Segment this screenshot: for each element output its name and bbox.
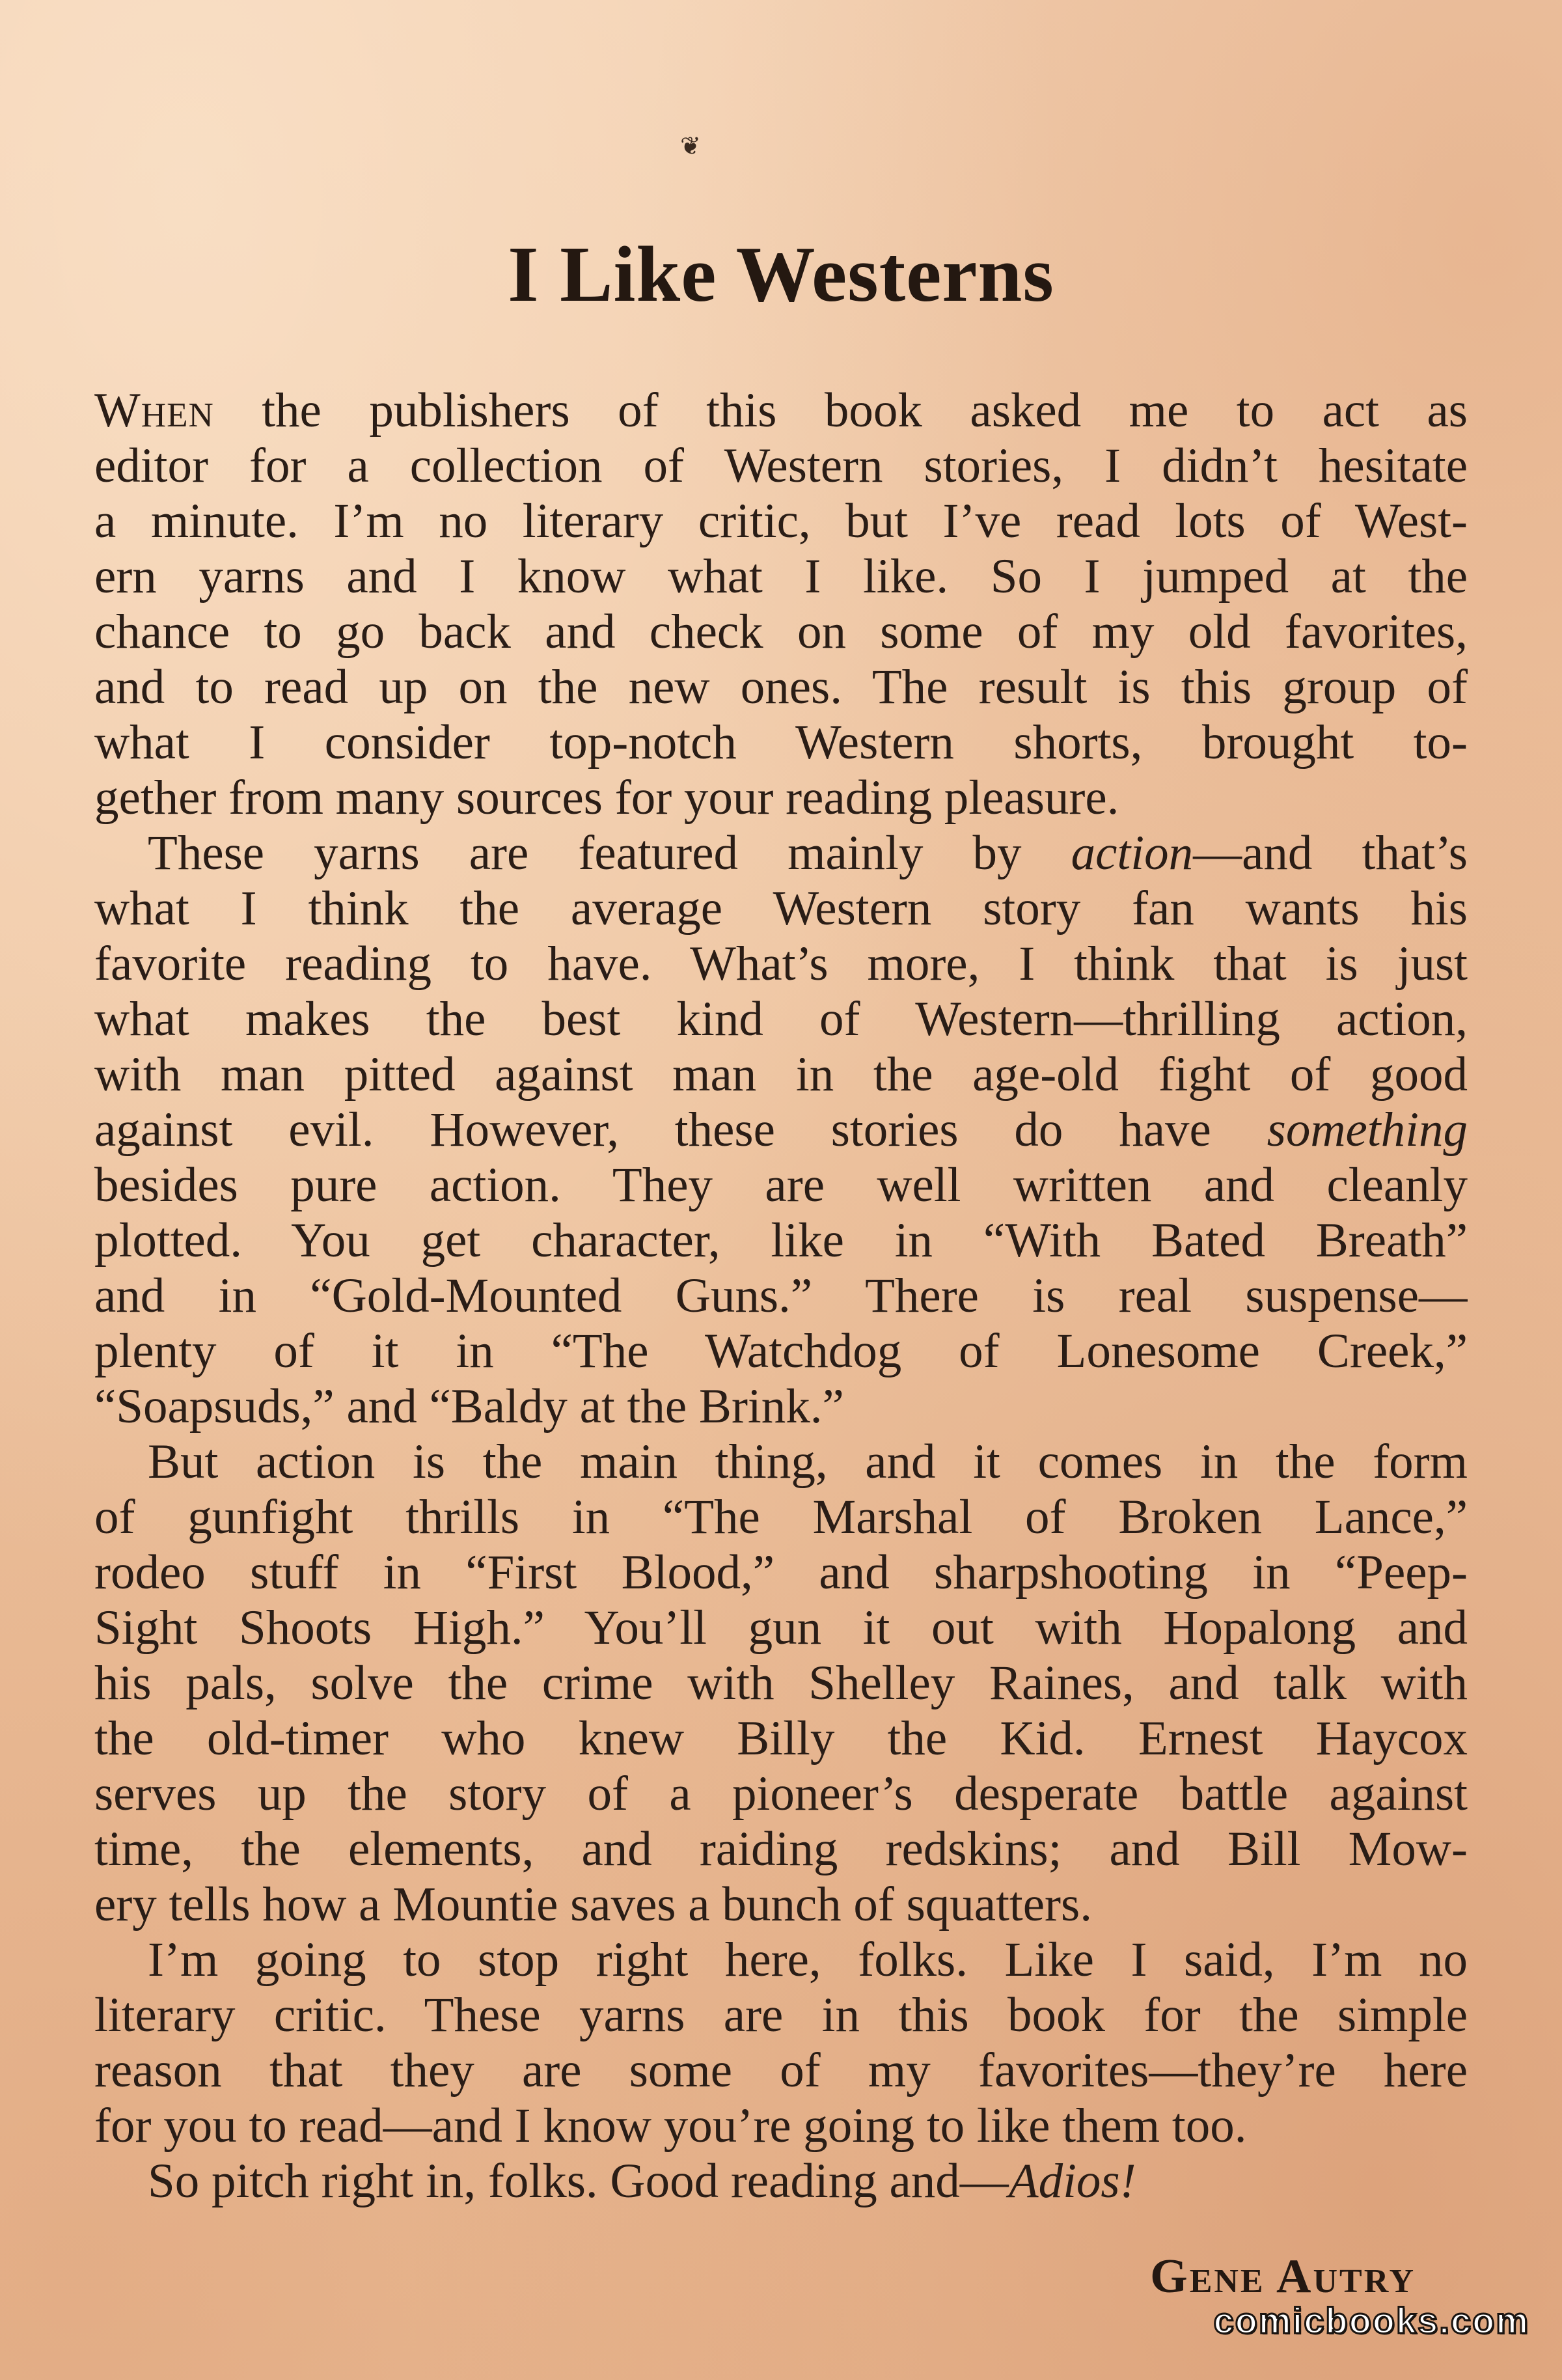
text-line: serves up the story of a pioneer’s desperate battle against bbox=[94, 1767, 1468, 1821]
author-signature: Gene Autry bbox=[1150, 2250, 1416, 2303]
text-line: But action is the main thing, and it comes in the form bbox=[148, 1435, 1468, 1489]
body-text bbox=[94, 383, 1468, 2209]
watermark: comicbooks.com bbox=[1213, 2300, 1529, 2341]
text-line: and in “Gold-Mounted Guns.” There is real suspense— bbox=[94, 1269, 1468, 1323]
text-line: editor for a collection of Western stories, I didn’t hesitate bbox=[94, 439, 1468, 493]
text-line: gether from many sources for your reading pleasure. bbox=[94, 771, 1119, 825]
text-line: I’m going to stop right here, folks. Like I said, I’m no bbox=[148, 1933, 1468, 1987]
ornament-icon: ❦ bbox=[680, 133, 701, 160]
text-line: what I think the average Western story fan wants his bbox=[94, 881, 1468, 935]
text-line: besides pure action. They are well written and cleanly bbox=[94, 1158, 1468, 1212]
emphasized-word: action bbox=[1071, 826, 1194, 880]
text-line: “Soapsuds,” and “Baldy at the Brink.” bbox=[94, 1379, 844, 1433]
opening-word: When bbox=[94, 383, 214, 437]
text-line: a minute. I’m no literary critic, but I’ve read lots of West- bbox=[94, 494, 1468, 548]
text-line: rodeo stuff in “First Blood,” and sharpshooting in “Peep- bbox=[94, 1545, 1468, 1599]
text-line: for you to read—and I know you’re going to like them too. bbox=[94, 2099, 1247, 2153]
text-line: what I consider top-notch Western shorts, brought to- bbox=[94, 715, 1468, 769]
text-line: ern yarns and I know what I like. So I jumped at the bbox=[94, 549, 1468, 603]
text-line: Sight Shoots High.” You’ll gun it out with Hopalong and bbox=[94, 1601, 1468, 1655]
paragraph-2 bbox=[94, 825, 1468, 1434]
page-title: I Like Westerns bbox=[508, 230, 1054, 318]
paragraph-4 bbox=[94, 1932, 1468, 2153]
paragraph-5 bbox=[94, 2153, 1468, 2209]
emphasized-word: Adios! bbox=[1008, 2154, 1136, 2208]
text-line: his pals, solve the crime with Shelley Raines, and talk with bbox=[94, 1656, 1468, 1710]
text-line: literary critic. These yarns are in this book for the simple bbox=[94, 1988, 1468, 2042]
emphasized-word: something bbox=[1267, 1103, 1468, 1157]
text-line: When the publishers of this book asked me to act as bbox=[94, 383, 1468, 437]
text-line: and to read up on the new ones. The result is this group of bbox=[94, 660, 1468, 714]
text-line: what makes the best kind of Western—thrilling action, bbox=[94, 992, 1468, 1046]
text-line: These yarns are featured mainly by action—and that’s bbox=[148, 826, 1468, 880]
text-line: with man pitted against man in the age-old fight of good bbox=[94, 1047, 1468, 1101]
text-line: of gunfight thrills in “The Marshal of Broken Lance,” bbox=[94, 1490, 1468, 1544]
text-line: the old-timer who knew Billy the Kid. Ernest Haycox bbox=[94, 1711, 1468, 1765]
text-line: ery tells how a Mountie saves a bunch of squatters. bbox=[94, 1877, 1092, 1931]
text-line: So pitch right in, folks. Good reading and—Adios! bbox=[148, 2154, 1136, 2208]
text-line: time, the elements, and raiding redskins; and Bill Mow- bbox=[94, 1822, 1468, 1876]
text-line: plenty of it in “The Watchdog of Lonesome Creek,” bbox=[94, 1324, 1468, 1378]
paragraph-1 bbox=[94, 383, 1468, 825]
text-line: reason that they are some of my favorites—they’re here bbox=[94, 2043, 1468, 2097]
text-line: against evil. However, these stories do have something bbox=[94, 1103, 1468, 1157]
text-line: plotted. You get character, like in “With Bated Breath” bbox=[94, 1213, 1468, 1267]
text-line: chance to go back and check on some of my old favorites, bbox=[94, 605, 1468, 659]
paragraph-3 bbox=[94, 1434, 1468, 1932]
text-line: favorite reading to have. What’s more, I think that is just bbox=[94, 937, 1468, 991]
